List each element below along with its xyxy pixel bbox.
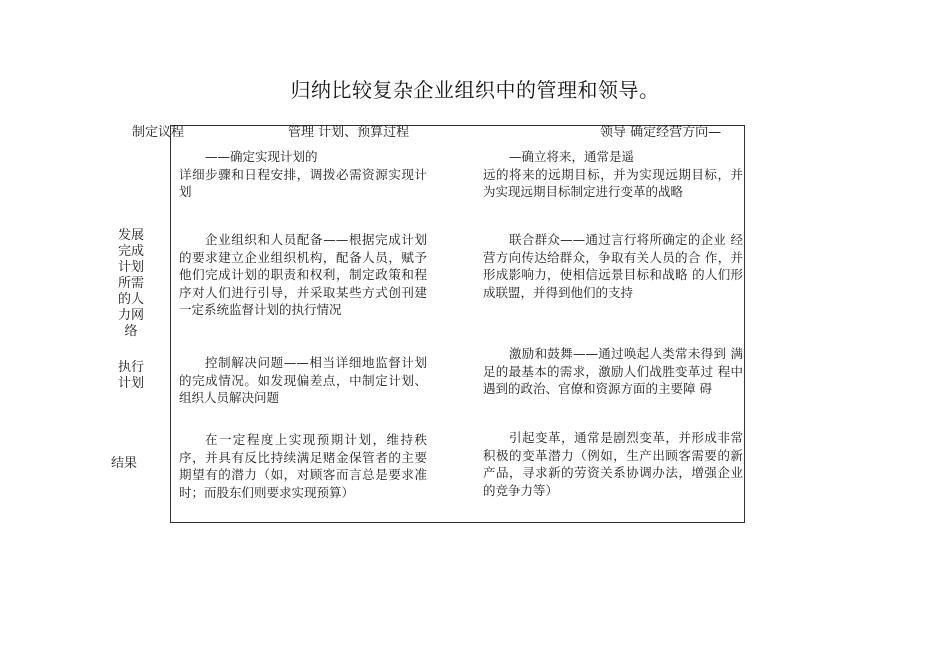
management-network-text: 企业组织和人员配备——根据完成计划的要求建立企业组织机构，配备人员，赋予他们完成计划的职责和权利，制定政策和程序对人们进行引导，并采取某些方式创刊建一定系统监督计划的执行情况	[179, 232, 427, 317]
row-label-network: 发展完成计划所需的人力网络	[117, 228, 144, 339]
management-agenda-cell	[179, 148, 427, 201]
management-results-cell	[179, 431, 427, 501]
leadership-results-text: 引起变革，通常是剧烈变革，并形成非常积极的变革潜力（例如，生产出顾客需要的新产品，寻求新的劳资关系协调办法，增强企业的竞争力等）	[483, 430, 743, 498]
management-execution-cell	[179, 354, 427, 407]
management-agenda-line1: ——确定实现计划的	[205, 149, 318, 164]
leadership-agenda-cell	[483, 148, 743, 201]
management-network-cell	[179, 231, 427, 319]
row-label-results: 结果	[110, 456, 137, 471]
column-header-management: 管理 计划、预算过程	[288, 125, 410, 140]
page-title: 归纳比较复杂企业组织中的管理和领导。	[290, 78, 660, 102]
management-results-text: 在一定程度上实现预期计划，维持秩序，并具有反比持续满足赌金保管者的主要期望有的潜力（如，对顾客而言总是要求准时；而股东们则要求实现预算）	[179, 432, 427, 500]
management-agenda-line2: 详细步骤和日程安排，调拨必需资源实现计划	[179, 166, 427, 199]
row-label-execution: 执行计划	[118, 360, 145, 391]
leadership-results-cell	[483, 429, 743, 499]
leadership-agenda-line1: —确立将来，通常是遥	[509, 149, 635, 164]
leadership-execution-text: 激励和鼓舞——通过唤起人类常未得到 满足的最基本的需求，激励人们战胜变革过 程中遇到的政治、官僚和资源方面的主要障 碍	[483, 346, 743, 396]
row-header-agenda: 制定议程	[132, 125, 185, 140]
leadership-network-cell	[483, 231, 743, 301]
leadership-agenda-line2: 远的将来的远期目标，并为实现远期目标，并为实现远期目标制定进行变革的战略	[483, 166, 743, 199]
column-header-leadership: 领导 确定经营方向—	[600, 125, 722, 140]
leadership-execution-cell	[483, 345, 743, 398]
management-execution-text: 控制解决问题——相当详细地监督计划的完成情况。如发现偏差点，中制定计划、组织人员解决问题	[179, 355, 427, 405]
leadership-network-text: 联合群众——通过言行将所确定的企业 经营方向传达给群众，争取有关人员的合 作，并形成影响力，使相信远景目标和战略 的人们形成联盟，并得到他们的支持	[483, 232, 743, 300]
